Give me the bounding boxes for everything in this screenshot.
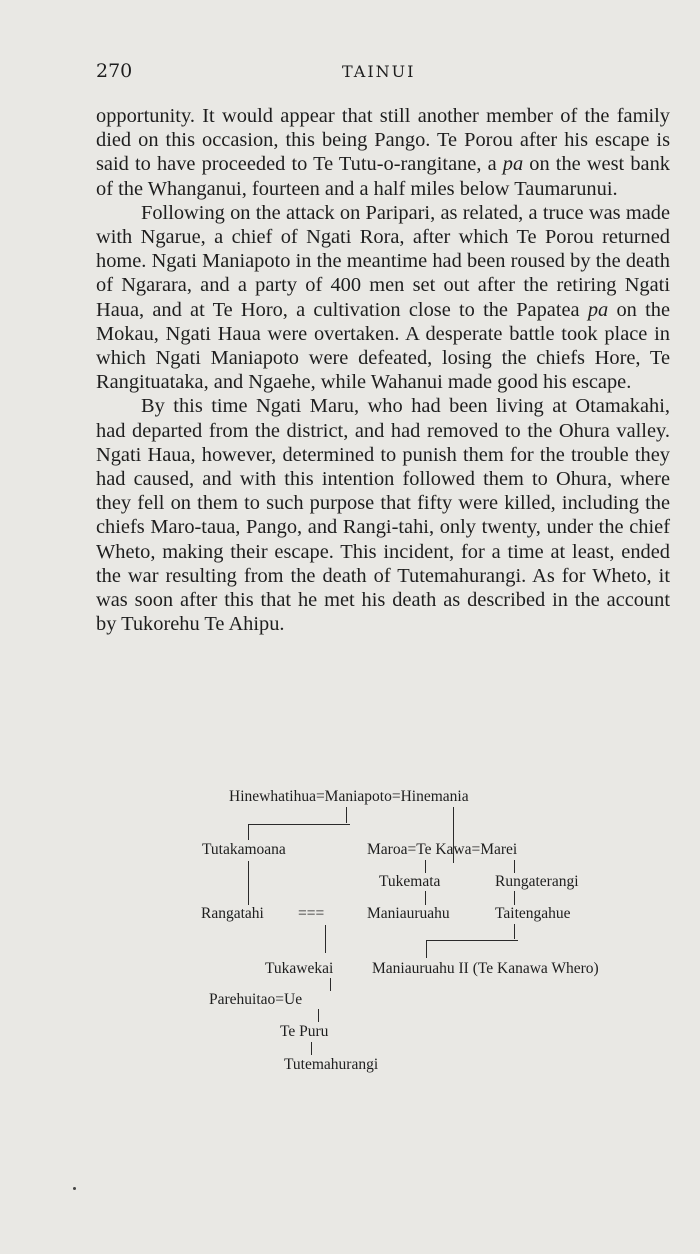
node-rangatahi: Rangatahi <box>201 905 264 922</box>
node-maroa-te-kawa-marei: Maroa=Te Kawa=Marei <box>367 841 518 858</box>
paragraph-1: opportunity. It would appear that still another member of the family died on this occasion, this being Pango. Te Porou after his escape is said to have proceeded to Te Tutu-o-rangitane, a pa on the west bank of the Whanganui, fourteen and a half miles below Taumarunui. <box>96 105 670 200</box>
node-te-puru: Te Puru <box>280 1023 329 1040</box>
connector <box>318 1009 319 1022</box>
connector <box>248 861 249 905</box>
connector <box>514 924 515 939</box>
connector <box>426 940 518 941</box>
connector <box>248 824 350 825</box>
running-title: TAINUI <box>342 62 416 81</box>
paragraph-2: Following on the attack on Paripari, as related, a truce was made with Ngarue, a chief of Ngati Rora, after which Te Porou returned home. Ngati Maniapoto in the meantime had been roused by the death of Ngarara, and a party of 400 men set out after the retiring Ngati Haua, and at Te Horo, a cultivation close to the Papatea pa on the Mokau, Ngati Haua were overtaken. A desperate battle took place in which Ngati Maniapoto were defeated, losing the chiefs Hore, Te Rangituataka, and Ngaehe, while Wahanui made good his escape. <box>96 201 670 394</box>
connector <box>330 978 331 991</box>
node-rungaterangi: Rungaterangi <box>495 873 579 890</box>
connector <box>514 891 515 905</box>
connector <box>248 824 249 840</box>
node-tutakamoana: Tutakamoana <box>202 841 286 858</box>
connector <box>426 940 427 958</box>
connector <box>325 925 326 953</box>
node-parehuitao-ue: Parehuitao=Ue <box>209 991 303 1008</box>
node-hinewhatihua-maniapoto-hinemania: Hinewhatihua=Maniapoto=Hinemania <box>229 788 469 805</box>
connector <box>346 807 347 823</box>
marriage-sign: === <box>298 905 325 922</box>
node-tukemata: Tukemata <box>379 873 441 890</box>
body-text <box>96 104 670 636</box>
page-number: 270 <box>96 60 133 82</box>
connector <box>311 1042 312 1055</box>
node-tukawekai: Tukawekai <box>265 960 334 977</box>
genealogy-chart <box>0 780 700 1080</box>
connector <box>425 891 426 905</box>
node-taitengahue: Taitengahue <box>495 905 571 922</box>
node-tutemahurangi: Tutemahurangi <box>284 1056 379 1073</box>
node-maniauruahu: Maniauruahu <box>367 905 450 922</box>
paragraph-3: By this time Ngati Maru, who had been living at Otamakahi, had departed from the district, and had removed to the Ohura valley. Ngati Haua, however, determined to punish them for the trouble they had caused, and with this intention followed them to Ohura, where they fell on them to such purpose that fifty were killed, including the chiefs Maro-taua, Pango, and Rangi-tahi, only twenty, under the chief Wheto, making their escape. This incident, for a time at least, ended the war resulting from the death of Tutemahurangi. As for Wheto, it was soon after this that he met his death as described in the account by Tukorehu Te Ahipu. <box>96 395 670 636</box>
connector <box>425 860 426 873</box>
node-maniauruahu-ii: Maniauruahu II (Te Kanawa Whero) <box>372 960 599 977</box>
connector <box>514 860 515 873</box>
ink-speck <box>73 1187 76 1190</box>
